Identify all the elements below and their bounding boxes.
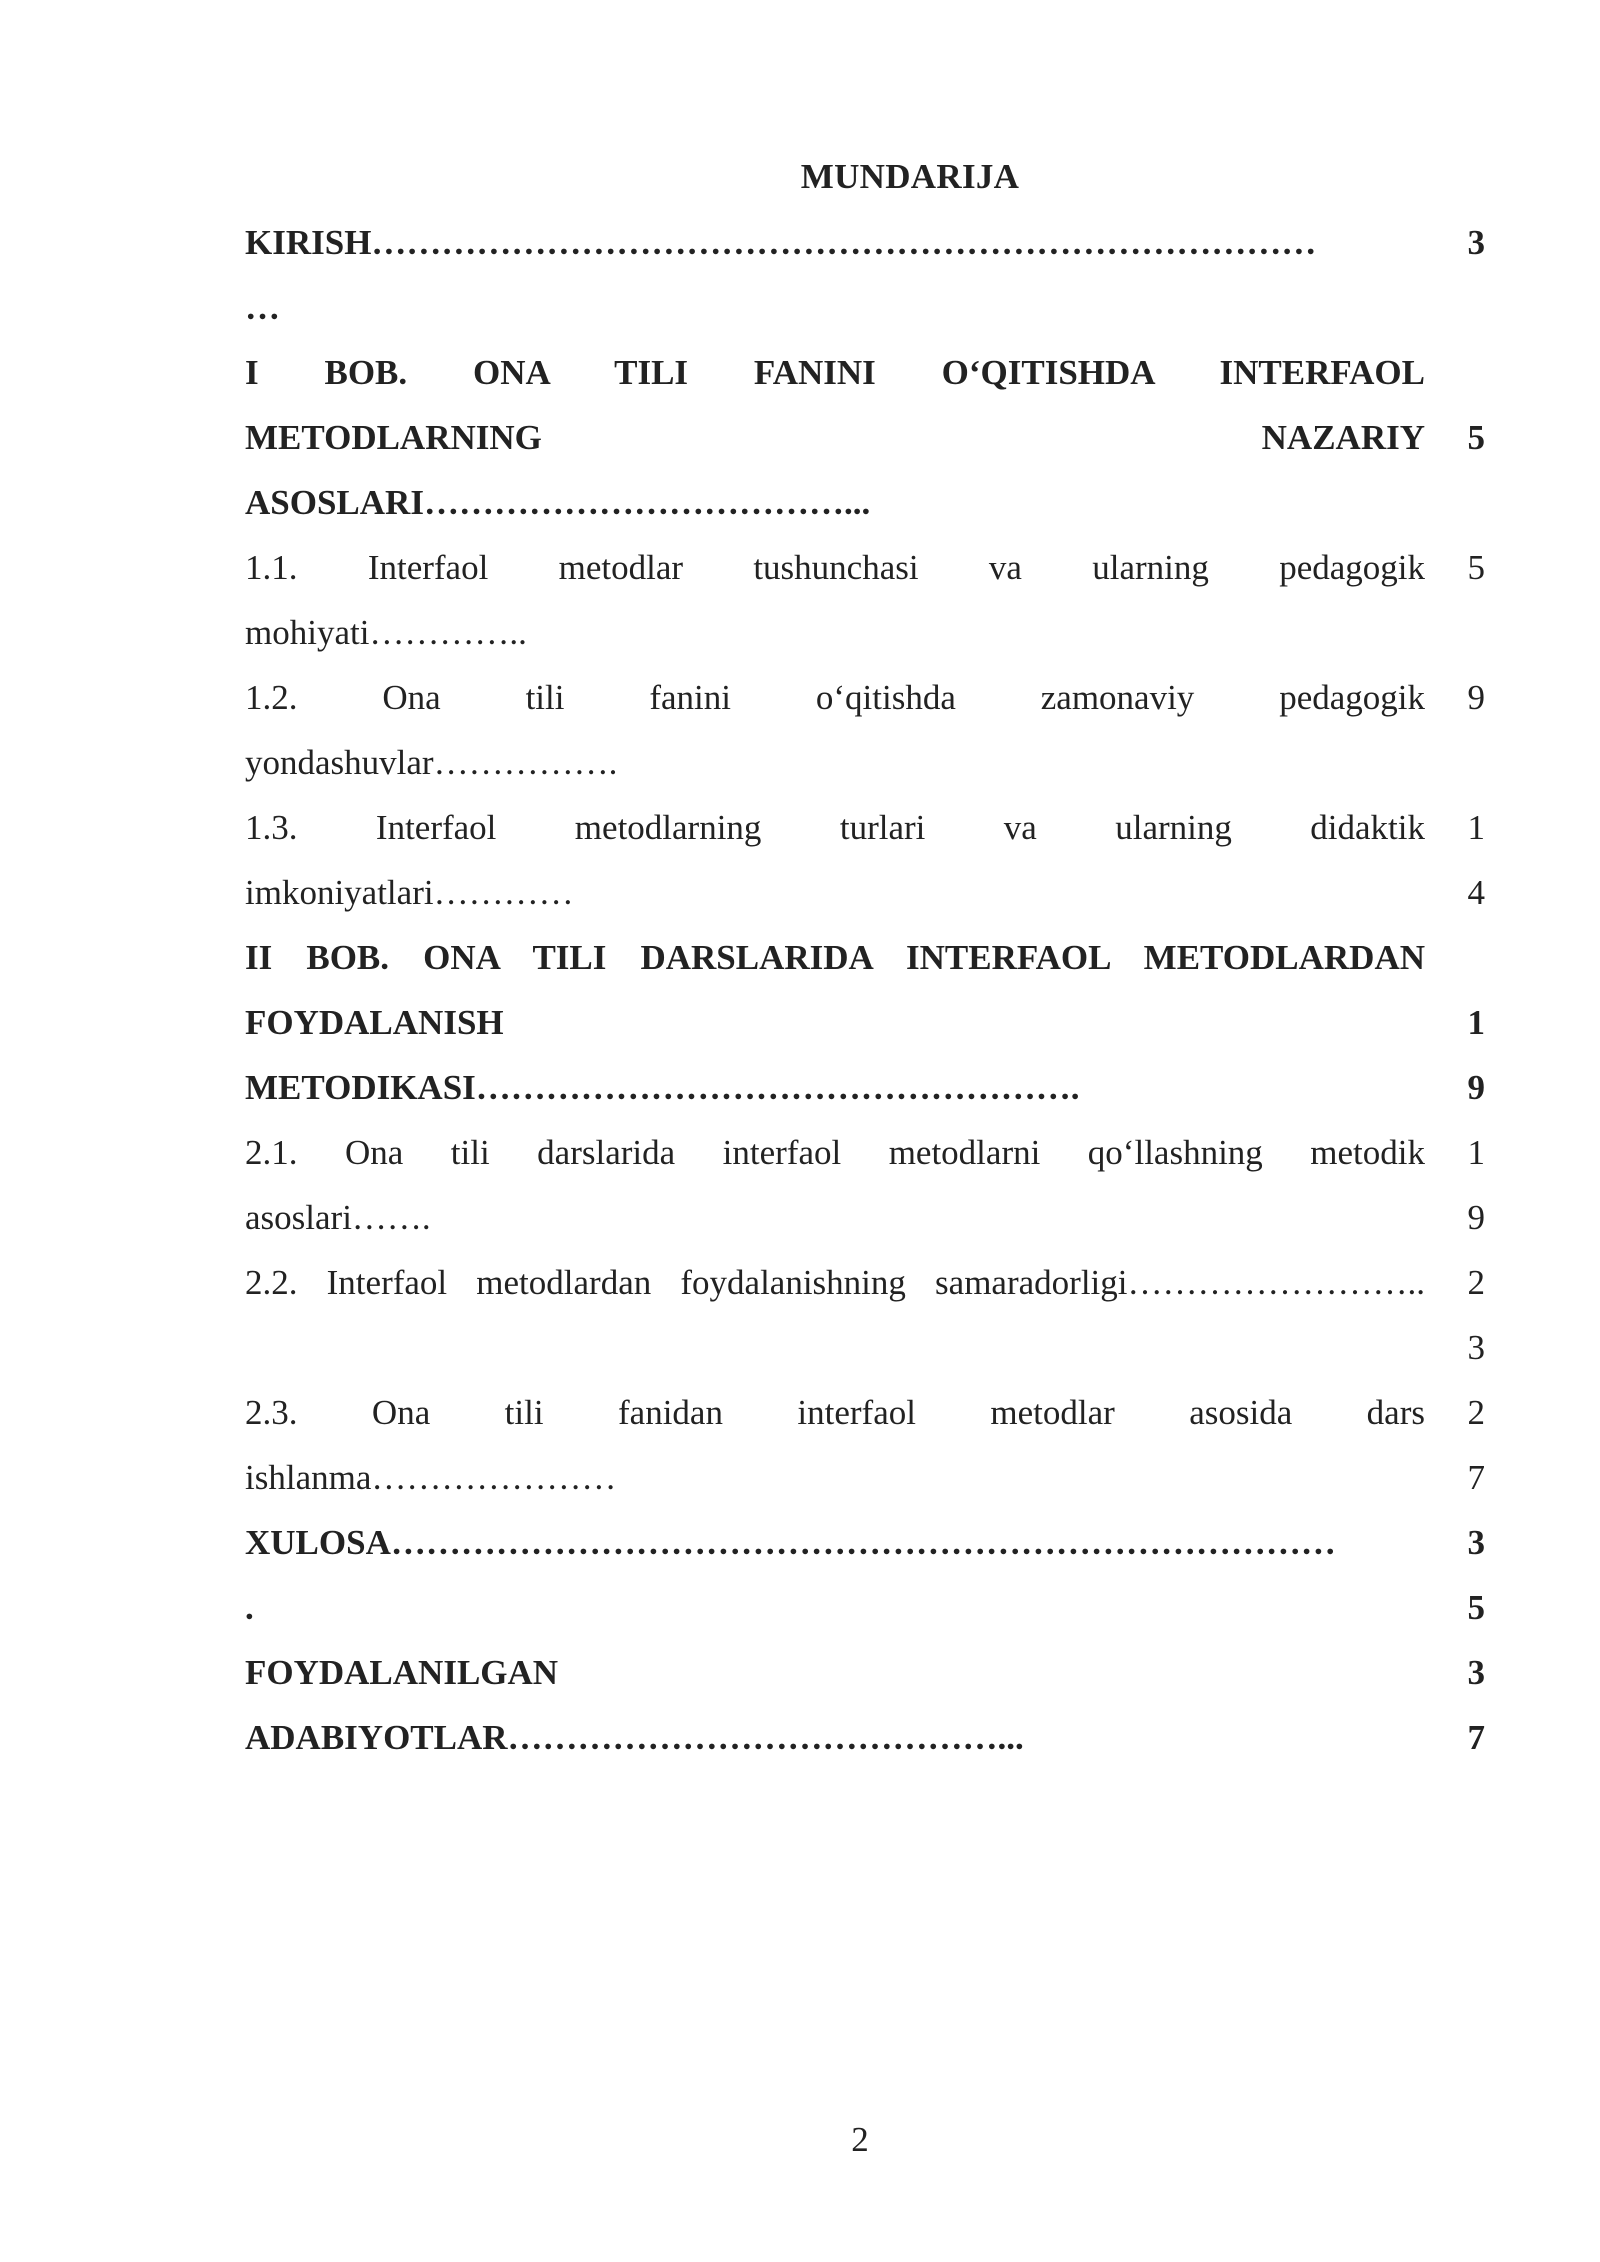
toc-entry: [245, 1640, 1485, 1770]
toc-page-digit: 3: [1467, 1328, 1485, 1367]
toc-entry-title: [245, 665, 1425, 795]
toc-entry-page-number: [1425, 925, 1485, 1120]
toc-entry-title-line: imkoniyatlari…………: [245, 873, 574, 912]
toc-entry-title: [245, 210, 1425, 340]
toc-page-digit: 7: [1467, 1718, 1485, 1757]
toc-entry-page-number: [1425, 1510, 1485, 1640]
toc-entry-page-number: [1425, 1120, 1485, 1250]
toc-entry-title: [245, 1640, 1425, 1770]
toc-page-digit: [1425, 925, 1485, 990]
toc-entry: [245, 1510, 1485, 1640]
page-title: MUNDARIJA: [800, 157, 1020, 196]
toc-entry-title-line: .: [245, 1588, 254, 1627]
toc-page-digit: 9: [1467, 1068, 1485, 1107]
toc-entry-page-number: [1425, 665, 1485, 730]
toc-entry-title-line: METODIKASI…………………………………………….: [245, 1068, 1080, 1107]
toc-entry-title: [245, 340, 1425, 535]
toc-entry-title-line: ASOSLARI………………………………...: [245, 483, 871, 522]
toc-entry-title-line: ADABIYOTLAR……………………………………...: [245, 1718, 1024, 1757]
toc-entry: [245, 1380, 1485, 1510]
toc-page-digit: 3: [1467, 223, 1485, 262]
toc-page-digit: 2: [1467, 1263, 1485, 1302]
toc-entry: [245, 795, 1485, 925]
toc-entry-page-number: [1425, 1380, 1485, 1510]
toc-page-digit: 1: [1467, 1003, 1485, 1042]
toc-entry-title-line: mohiyati…………..: [245, 613, 527, 652]
table-of-contents: [245, 210, 1485, 1770]
toc-entry-title: [245, 1380, 1425, 1510]
toc-entry-title-line: METODLARNING NAZARIY: [245, 418, 1425, 457]
toc-entry-page-number: [1425, 340, 1485, 470]
toc-entry-page-number: [1425, 795, 1485, 925]
toc-entry-page-number: [1425, 1250, 1485, 1380]
toc-entry-title-line: 2.1. Ona tili darslarida interfaol metodlarni qo‘llashning metodik: [245, 1133, 1425, 1172]
toc-entry-title-line: [245, 1315, 1425, 1380]
toc-page-digit: 5: [1467, 548, 1485, 587]
toc-entry-title-line: II BOB. ONA TILI DARSLARIDA INTERFAOL METODLARDAN: [245, 938, 1425, 977]
page-number: 2: [851, 2120, 869, 2159]
toc-page-digit: 5: [1467, 418, 1485, 457]
toc-entry-title-line: FOYDALANILGAN: [245, 1653, 559, 1692]
toc-entry-title-line: ishlanma…………………: [245, 1458, 617, 1497]
toc-entry: [245, 1250, 1485, 1380]
toc-entry-title: [245, 1250, 1425, 1380]
toc-entry-title: [245, 1120, 1425, 1250]
toc-entry: [245, 665, 1485, 795]
toc-page-digit: 2: [1467, 1393, 1485, 1432]
toc-entry-title-line: XULOSA………………………………………………………………………: [245, 1523, 1336, 1562]
toc-page-digit: 7: [1467, 1458, 1485, 1497]
toc-entry-title-line: I BOB. ONA TILI FANINI O‘QITISHDA INTERFAOL: [245, 353, 1425, 392]
toc-entry-title: [245, 535, 1425, 665]
toc-page-digit: 4: [1467, 873, 1485, 912]
toc-entry-title-line: yondashuvlar…………….: [245, 743, 618, 782]
toc-entry-title-line: 1.1. Interfaol metodlar tushunchasi va ularning pedagogik: [245, 548, 1425, 587]
toc-entry-title-line: 1.2. Ona tili fanini o‘qitishda zamonaviy pedagogik: [245, 678, 1425, 717]
toc-entry-page-number: [1425, 210, 1485, 275]
toc-entry: [245, 1120, 1485, 1250]
toc-page-digit: 9: [1467, 1198, 1485, 1237]
toc-entry-page-number: [1425, 1640, 1485, 1770]
toc-entry-page-number: [1425, 535, 1485, 600]
toc-entry-title: [245, 925, 1425, 1120]
toc-entry-title: [245, 1510, 1425, 1640]
toc-page-digit: 1: [1467, 808, 1485, 847]
toc-page-digit: 1: [1467, 1133, 1485, 1172]
toc-entry: [245, 340, 1485, 535]
toc-entry-title-line: KIRISH………………………………………………………………………: [245, 223, 1317, 262]
toc-entry-title-line: 1.3. Interfaol metodlarning turlari va ularning didaktik: [245, 808, 1425, 847]
toc-entry-title-line: asoslari…….: [245, 1198, 431, 1237]
toc-page-digit: 9: [1467, 678, 1485, 717]
toc-entry-title-line: …: [245, 288, 280, 327]
toc-entry-title-line: 2.2. Interfaol metodlardan foydalanishning samaradorligi……………………..: [245, 1263, 1425, 1302]
toc-entry: [245, 210, 1485, 340]
toc-entry-title: [245, 795, 1425, 925]
toc-page-digit: [1425, 340, 1485, 405]
toc-entry: [245, 925, 1485, 1120]
toc-page-digit: 5: [1467, 1588, 1485, 1627]
toc-page-digit: 3: [1467, 1653, 1485, 1692]
toc-entry-title-line: FOYDALANISH: [245, 1003, 504, 1042]
toc-entry-title-line: 2.3. Ona tili fanidan interfaol metodlar asosida dars: [245, 1393, 1425, 1432]
toc-entry: [245, 535, 1485, 665]
toc-page-digit: 3: [1467, 1523, 1485, 1562]
